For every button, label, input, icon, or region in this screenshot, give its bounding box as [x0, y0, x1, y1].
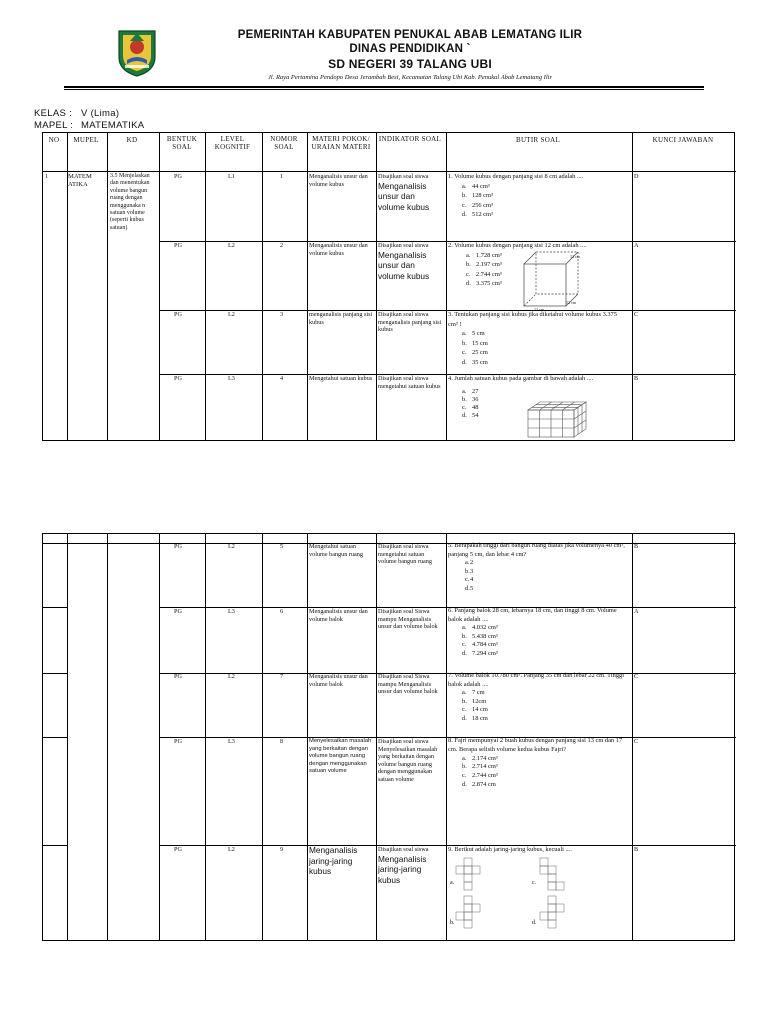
- indikator-cell: Disajikan soal Siswa mampu Menganalisis unsur dan volume balok: [378, 673, 438, 696]
- question-9: [448, 845, 628, 855]
- level-cell: L3: [228, 375, 235, 382]
- level-cell: L2: [228, 242, 235, 249]
- level-cell: L2: [228, 846, 235, 853]
- cube-nets-figure: [456, 858, 586, 934]
- indikator-emphasis: Menganalisis unsur dan volume kubus: [378, 249, 430, 281]
- col-level: LEVEL KOGNITIF: [214, 135, 251, 151]
- mapel-label: MAPEL :: [34, 120, 74, 131]
- question-6: [448, 607, 628, 659]
- option-c: c. 256 cm³: [462, 201, 493, 209]
- option-c: c. 4.784 cm³: [462, 641, 498, 649]
- option-d: d. 3.375 cm³: [466, 280, 502, 288]
- option-a: a. 1.728 cm³: [466, 251, 502, 259]
- level-cell: L3: [228, 738, 235, 745]
- question-7: [448, 672, 628, 724]
- bentuk-cell: PG: [174, 375, 182, 382]
- indikator-cell: Disajikan soal siswa mengetahui satuan kubus: [378, 375, 441, 390]
- option-a: a. 4.032 cm³: [462, 624, 498, 632]
- option-c: c. 2.744 cm³: [466, 270, 502, 278]
- option-a: a.2: [465, 559, 474, 567]
- bentuk-cell: PG: [174, 242, 182, 249]
- kelas-line: [34, 108, 119, 119]
- indikator-text: Disajikan soal siswa: [378, 173, 429, 180]
- answer-key: D: [634, 173, 639, 180]
- net-label-a: a.: [450, 880, 455, 886]
- answer-key: B: [634, 375, 639, 382]
- bentuk-cell: PG: [174, 543, 182, 550]
- nomor-cell: 7: [280, 673, 284, 680]
- kelas-label: KELAS :: [34, 108, 73, 119]
- cube-side-label: 12 cm: [534, 307, 544, 312]
- indikator-text: Disajikan soal siswa: [378, 242, 429, 249]
- question-text: 6. Panjang balok 28 cm, lebarnya 18 cm, dan tinggi 8 cm. Volume balok adalah ....: [448, 607, 617, 623]
- nomor-cell: 2: [280, 242, 284, 249]
- option-b: b. 5.438 cm³: [462, 632, 498, 640]
- option-d: d. 2.874 cm: [462, 780, 496, 788]
- option-d: d. 7.294 cm³: [462, 649, 498, 657]
- bentuk-cell: PG: [174, 673, 182, 680]
- option-c: c. 25 cm: [462, 349, 488, 357]
- regency-emblem-icon: [116, 27, 158, 77]
- question-5: [448, 542, 628, 594]
- nomor-cell: 5: [280, 543, 284, 550]
- materi-cell: Menganalisis unsur dan volume balok: [309, 673, 368, 688]
- question-text: 3. Tentukan panjang sisi kubus jika diketahui volume kubus 3.375 cm³ !: [448, 311, 617, 328]
- option-c: c. 14 cm: [462, 706, 488, 714]
- col-kunci: KUNCI JAWABAN: [652, 136, 714, 144]
- kd-cell: 3.5 Menjelaskan dan menentukan volume bangun ruang dengan menggunaka n satuan volume (seperti kubus satuan): [110, 173, 150, 231]
- col-nomor: NOMOR SOAL: [270, 135, 298, 151]
- level-cell: L2: [228, 311, 235, 318]
- indikator-cell: [378, 846, 442, 885]
- bentuk-cell: PG: [174, 846, 182, 853]
- materi-cell: Menganalisis unsur dan volume kubus: [309, 173, 368, 188]
- cube-side-label: 12 cm: [566, 300, 576, 305]
- indikator-cell: Disajikan soal Siswa mampu Menganalisis unsur dan volume balok: [378, 608, 438, 631]
- option-b: b. 36: [462, 395, 479, 403]
- government-title: PEMERINTAH KABUPATEN PENUKAL ABAB LEMATANG ILIR: [237, 29, 583, 41]
- answer-key: C: [634, 311, 639, 318]
- question-text: 1. Volume kubus dengan panjang sisi 8 cm adalah ....: [448, 173, 584, 180]
- mapel-line: [34, 120, 144, 131]
- subject-cell: MATEM ATIKA: [68, 173, 92, 188]
- col-no: NO: [48, 136, 60, 144]
- net-label-c: c.: [532, 880, 537, 886]
- mapel-value: MATEMATIKA: [81, 120, 145, 131]
- col-butir: BUTIR SOAL: [515, 136, 561, 144]
- materi-cell: Mengetahui satuan volume bangun ruang: [309, 543, 363, 558]
- option-b: b. 12cm: [462, 697, 487, 705]
- col-mupel: MUPEL: [73, 136, 99, 144]
- answer-key: A: [634, 242, 639, 249]
- option-c: c.4: [465, 576, 474, 584]
- option-d: d. 18 cm: [462, 714, 488, 722]
- materi-cell: Menganalisis unsur dan volume kubus: [309, 242, 368, 257]
- col-kd: KD: [126, 136, 138, 144]
- question-text: 4. Jumlah satuan kubus pada gambar di bawah adalah ....: [448, 375, 594, 382]
- option-d: d. 54: [462, 411, 479, 419]
- option-b: b. 128 cm³: [462, 192, 493, 200]
- option-b: b.3: [465, 567, 474, 575]
- indikator-cell: Disajikan soal siswa Menyelesaikan masalah yang berkaitan dengan volume bangun ruang dengan menggunakan satuan volume: [378, 738, 438, 783]
- question-3: [448, 310, 626, 368]
- level-cell: L1: [228, 173, 235, 180]
- cube-side-label: 12 cm: [570, 254, 580, 259]
- col-materi: MATERI POKOK/ URAIAN MATERI: [311, 135, 371, 151]
- option-d: d. 512 cm³: [462, 211, 493, 219]
- school-address: Jl. Raya Pertamina Pendopo Desa Jerambah Besi, Kecamatan Talang Ubi Kab. Penukal Abab Lematang Ilir: [268, 74, 552, 81]
- materi-cell: Menyelesaikan masalah yang berkaitan dengan volume bangun ruang dengan menggunakan satuan volume: [309, 738, 372, 775]
- indikator-cell: Disajikan soal siswa mengetahui satuan volume bangun ruang: [378, 543, 432, 566]
- option-c: c. 2.744 cm³: [462, 772, 498, 780]
- option-a: a. 44 cm³: [462, 182, 490, 190]
- option-d: d. 35 cm: [462, 358, 488, 366]
- indikator-emphasis: Menganalisis jaring-jaring kubus: [378, 853, 427, 885]
- materi-cell: menganalisis panjang sisi kubus: [309, 311, 373, 326]
- answer-key: B: [634, 543, 639, 550]
- nomor-cell: 9: [280, 846, 284, 853]
- materi-cell: Mengetahui satuan kubus: [309, 375, 373, 382]
- question-text: 9. Berikut adalah jaring-jaring kubus, kecuali ....: [448, 846, 572, 853]
- option-a: a. 5 cm: [462, 330, 485, 338]
- answer-key: A: [634, 608, 639, 615]
- materi-cell: Menganalisis unsur dan volume balok: [309, 608, 368, 623]
- answer-key: C: [634, 738, 639, 745]
- nomor-cell: 4: [280, 375, 284, 382]
- bentuk-cell: PG: [174, 311, 182, 318]
- question-text: 5. Berapakah tinggi dari bangun ruang diatas jika volumenya 40 cm³, panjang 5 cm, dan lebar 4 cm?: [448, 542, 625, 558]
- bentuk-cell: PG: [174, 608, 182, 615]
- indikator-cell: [378, 242, 442, 281]
- option-b: b. 15 cm: [462, 339, 488, 347]
- bentuk-cell: PG: [174, 173, 182, 180]
- question-text: 8. Fajri mempunyai 2 buah kubus dengan panjang sisi 13 cm dan 17 cm. Berapa selisih volume kedua kubus Fajri?: [448, 737, 623, 753]
- nomor-cell: 6: [280, 608, 284, 615]
- question-text: 7. Volume balok 10.780 cm³. Panjang 35 cm dan lebar 22 cm. Tinggi balok adalah ....: [448, 672, 624, 688]
- option-b: b. 2.197 cm³: [466, 261, 502, 269]
- nomor-cell: 3: [280, 311, 284, 318]
- option-d: d.5: [465, 584, 474, 592]
- answer-key: C: [634, 673, 639, 680]
- question-8: [448, 737, 628, 790]
- indikator-text: Disajikan soal siswa: [378, 846, 429, 853]
- level-cell: L2: [228, 673, 235, 680]
- option-a: a. 2.174 cm³: [462, 754, 498, 762]
- level-cell: L2: [228, 543, 235, 550]
- row-number: 1: [45, 173, 49, 180]
- department-title: DINAS PENDIDIKAN `: [349, 43, 471, 55]
- unit-cubes-figure: [526, 398, 590, 440]
- net-label-d: d.: [532, 920, 537, 926]
- nomor-cell: 1: [280, 173, 284, 180]
- option-b: b. 2.714 cm³: [462, 763, 498, 771]
- col-bentuk: BENTUK SOAL: [166, 135, 198, 151]
- question-text: 2. Volume kubus dengan panjang sisi 12 cm adalah ....: [448, 242, 587, 249]
- answer-key: B: [634, 846, 639, 853]
- nomor-cell: 8: [280, 738, 284, 745]
- bentuk-cell: PG: [174, 738, 182, 745]
- indikator-cell: Disajikan soal siswa menganalisis panjang sisi kubus: [378, 311, 442, 334]
- option-a: a. 27: [462, 387, 479, 395]
- header-rule-thin: [64, 89, 704, 90]
- header-rule: [64, 86, 704, 88]
- letterhead: [0, 0, 768, 96]
- question-1: [448, 172, 626, 220]
- col-indikator: INDIKATOR SOAL: [378, 135, 442, 143]
- option-c: c. 48: [462, 403, 479, 411]
- indikator-cell: [378, 173, 442, 212]
- kelas-value: V (Lima): [81, 108, 120, 119]
- level-cell: L3: [228, 608, 235, 615]
- indikator-emphasis: Menganalisis unsur dan volume kubus: [378, 180, 430, 212]
- school-title: SD NEGERI 39 TALANG UBI: [328, 57, 492, 71]
- option-a: a. 7 cm: [462, 689, 485, 697]
- materi-cell: Menganalisis jaring-jaring kubus: [309, 845, 358, 876]
- net-label-b: b.: [450, 920, 455, 926]
